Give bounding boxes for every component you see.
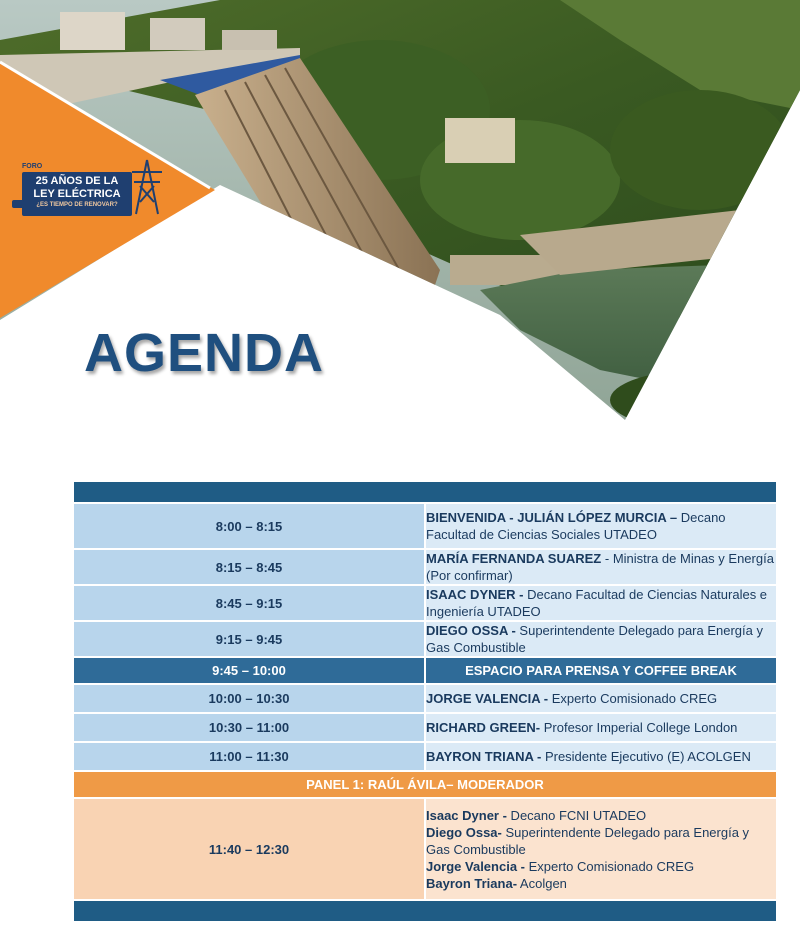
member-name: Diego Ossa- <box>426 824 502 840</box>
table-row <box>73 684 777 713</box>
table-row <box>73 503 777 549</box>
row-speaker: ISAAC DYNER - <box>426 587 524 602</box>
row-description <box>425 713 777 742</box>
panel-member <box>426 875 776 892</box>
member-name: Isaac Dyner - <box>426 807 507 823</box>
panel-member <box>426 824 776 858</box>
row-time: 8:45 – 9:15 <box>73 585 425 621</box>
row-description <box>425 621 777 657</box>
row-time: 10:30 – 11:00 <box>73 713 425 742</box>
table-row <box>73 621 777 657</box>
row-speaker: BIENVENIDA - JULIÁN LÓPEZ MURCIA – <box>426 510 678 525</box>
panel-members <box>425 798 777 900</box>
member-name: Bayron Triana- <box>426 875 518 891</box>
logo-line-2: LEY ELÉCTRICA <box>33 188 121 200</box>
row-time: 11:00 – 11:30 <box>73 742 425 771</box>
member-name: Jorge Valencia - <box>426 858 525 874</box>
table-row <box>73 585 777 621</box>
logo-line-3: ¿ES TIEMPO DE RENOVAR? <box>36 202 118 208</box>
member-role: Superintendente Delegado para Energía y Gas Combustible <box>426 824 750 857</box>
row-description <box>425 684 777 713</box>
row-speaker: BAYRON TRIANA - <box>426 749 542 764</box>
table-row <box>73 713 777 742</box>
logo-foro-text: FORO <box>22 163 43 170</box>
row-role: - Ministra de Minas y Energía (Por confirmar) <box>426 551 774 583</box>
row-speaker: JORGE VALENCIA - <box>426 691 549 706</box>
row-speaker: RICHARD GREEN- <box>426 720 541 735</box>
break-label: ESPACIO PARA PRENSA Y COFFEE BREAK <box>425 657 777 684</box>
panel-row <box>73 798 777 900</box>
table-header-bar <box>73 481 777 503</box>
table-row <box>73 549 777 585</box>
row-role: Profesor Imperial College London <box>540 720 738 735</box>
member-role: Decano FCNI UTADEO <box>506 807 647 823</box>
panel-member <box>426 858 776 875</box>
row-role: Decano Facultad de Ciencias Naturales e Ingeniería UTADEO <box>426 587 768 619</box>
row-speaker: MARÍA FERNANDA SUAREZ <box>426 551 602 566</box>
page-title: AGENDA <box>84 323 325 383</box>
member-role: Experto Comisionado CREG <box>525 858 695 874</box>
table-footer-bar <box>73 900 777 922</box>
row-role: Experto Comisionado CREG <box>548 691 718 706</box>
row-role: Presidente Ejecutivo (E) ACOLGEN <box>541 749 751 764</box>
panel-label: PANEL 1: RAÚL ÁVILA– MODERADOR <box>73 771 777 798</box>
row-description <box>425 585 777 621</box>
row-description <box>425 742 777 771</box>
row-speaker: DIEGO OSSA - <box>426 623 516 638</box>
logo-badge <box>22 172 132 216</box>
row-description <box>425 503 777 549</box>
row-time: 9:15 – 9:45 <box>73 621 425 657</box>
plug-icon <box>10 196 30 212</box>
table-row <box>73 742 777 771</box>
panel-member <box>426 807 776 824</box>
row-time: 8:00 – 8:15 <box>73 503 425 549</box>
coffee-break-row <box>73 657 777 684</box>
row-description <box>425 549 777 585</box>
event-logo <box>10 158 165 220</box>
row-time: 10:00 – 10:30 <box>73 684 425 713</box>
logo-line-1: 25 AÑOS DE LA <box>35 175 119 187</box>
row-role: Decano Facultad de Ciencias Sociales UTADEO <box>426 510 726 542</box>
row-time: 8:15 – 8:45 <box>73 549 425 585</box>
member-role: Acolgen <box>517 875 567 891</box>
row-role: Superintendente Delegado para Energía y Gas Combustible <box>426 623 763 655</box>
panel-time: 11:40 – 12:30 <box>73 798 425 900</box>
power-tower-icon <box>128 158 166 216</box>
break-time: 9:45 – 10:00 <box>73 657 425 684</box>
panel-header-row <box>73 771 777 798</box>
agenda-table <box>72 480 778 923</box>
